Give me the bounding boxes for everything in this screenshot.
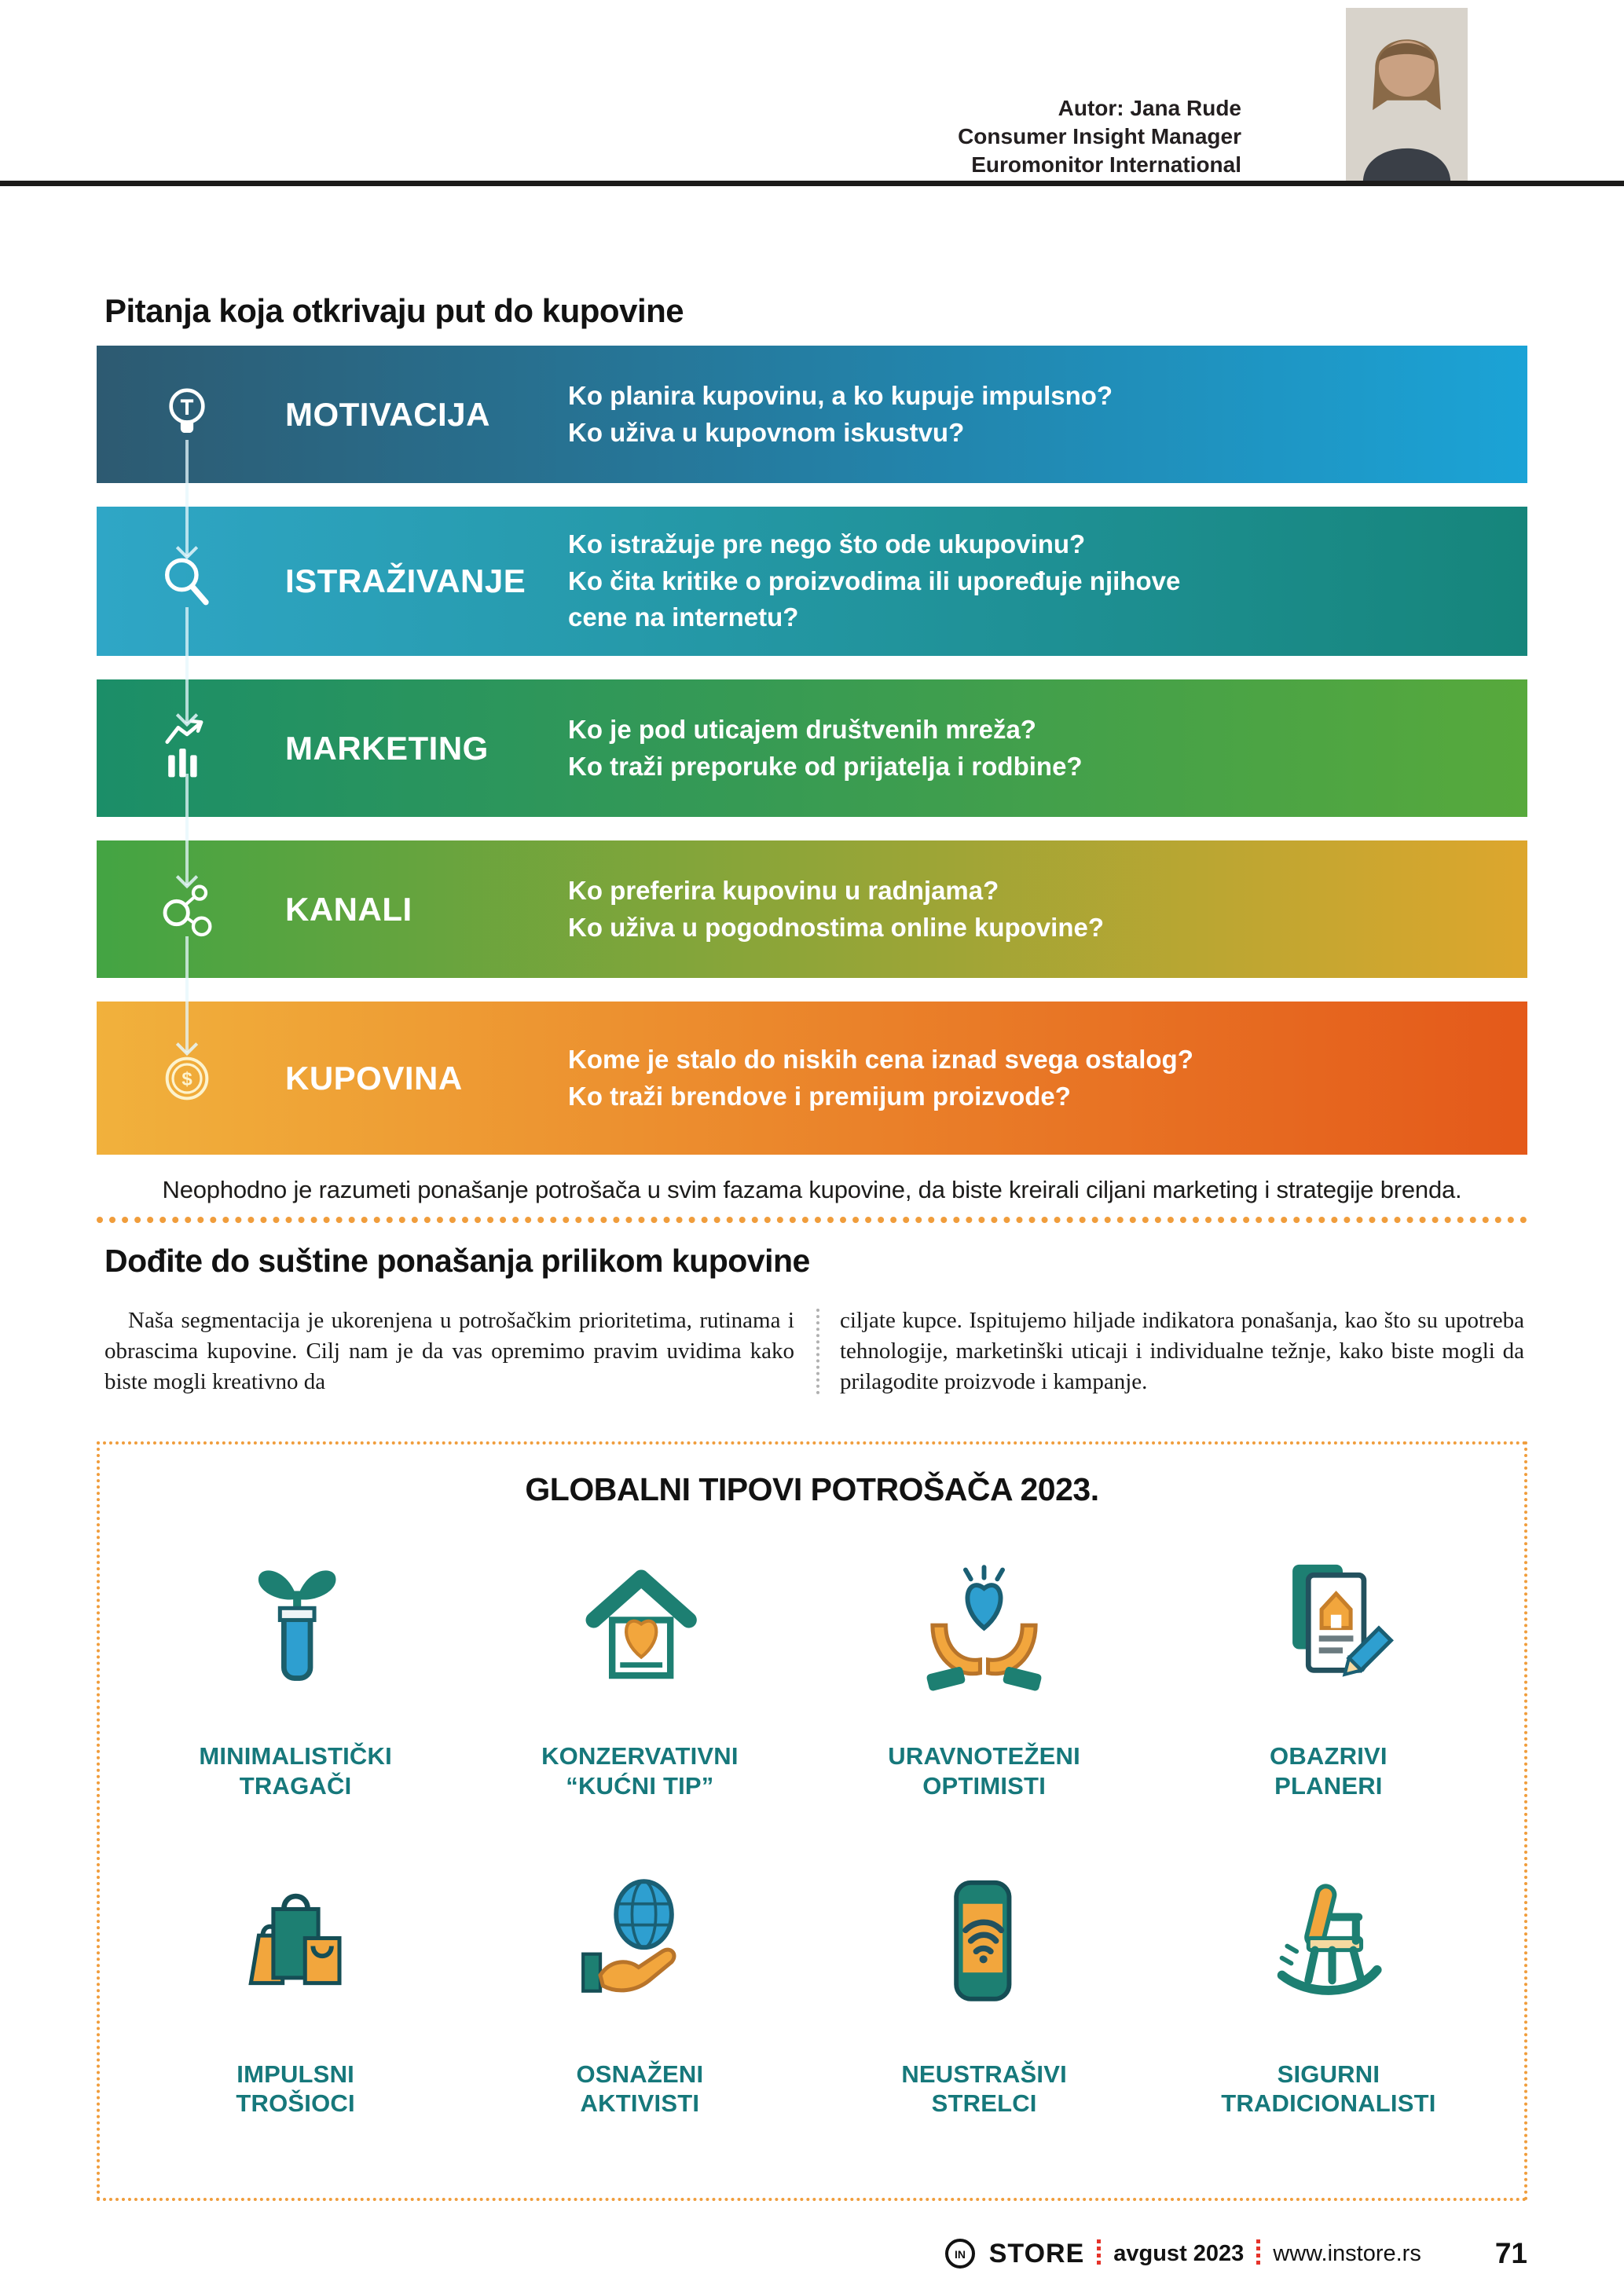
journey-step-motivacija [97, 346, 1527, 483]
question-line: Ko preferira kupovinu u radnjama? [568, 875, 999, 905]
journey-step-label: KANALI [285, 890, 412, 928]
journey-step-kanali [97, 840, 1527, 978]
body-text-column-left: Naša segmentacija je ukorenjena u potrošačkim prioritetima, rutinama i obrascima kupovine. Cilj nam je da vas opremimo pravim uvidima kako biste mogli kreativno da [104, 1308, 794, 1394]
flow-down-arrow-icon [185, 936, 189, 1053]
question-line: Ko uživa u kupovnom iskustvu? [568, 417, 965, 447]
consumer-types-grid [100, 1532, 1524, 2118]
flow-down-arrow-icon [185, 440, 189, 556]
footer-website: www.instore.rs [1273, 2240, 1421, 2266]
journey-step-questions [568, 873, 1527, 947]
consumer-type-label: NEUSTRAŠIVI STRELCI [901, 2060, 1067, 2118]
consumer-type-sigurni-tradicionalisti [1157, 1850, 1501, 2119]
journey-step-questions [568, 378, 1527, 452]
journey-step-questions [568, 526, 1527, 637]
journey-step-istrazivanje [97, 507, 1527, 656]
plan-document-icon [1256, 1532, 1401, 1716]
consumer-type-uravnotezeni-optimisti [812, 1532, 1157, 1801]
chart-growth-icon [97, 716, 250, 782]
body-text-column-right: ciljate kupce. Ispitujemo hiljade indikatora ponašanja, kao što su upotreba tehnologije, marketinški uticaji i individualne težnje, kako biste mogli da prilagodite proizvode i kampanje. [840, 1308, 1524, 1394]
author-company: Euromonitor International [971, 152, 1241, 177]
consumer-types-box [97, 1441, 1527, 2201]
consumer-type-impulsni-trosioci [123, 1850, 467, 2119]
footer-page-number: 71 [1494, 2237, 1527, 2269]
journey-step-label: MARKETING [285, 729, 489, 767]
lightbulb-icon [97, 382, 250, 448]
consumer-type-label: IMPULSNI TROŠIOCI [236, 2060, 355, 2118]
journey-step-label: ISTRAŽIVANJE [285, 562, 526, 599]
consumer-type-label: SIGURNI TRADICIONALISTI [1221, 2060, 1436, 2118]
question-line: Ko planira kupovinu, a ko kupuje impulsno? [568, 380, 1113, 410]
shopping-bags-icon [223, 1850, 368, 2034]
consumer-type-minimalisticki-tragaci [123, 1532, 467, 1801]
author-name: Autor: Jana Rude [1058, 96, 1241, 120]
consumer-type-label: OBAZRIVI PLANERI [1270, 1742, 1388, 1800]
journey-step-label: KUPOVINA [285, 1059, 463, 1097]
section-heading: Dođite do suštine ponašanja prilikom kupovine [104, 1243, 810, 1279]
dollar-coin-icon [97, 1047, 250, 1110]
house-heart-icon [567, 1532, 713, 1716]
consumer-type-label: URAVNOTEŽENI OPTIMISTI [888, 1742, 1080, 1800]
author-photo [1346, 8, 1468, 183]
question-line: Ko čita kritike o proizvodima ili upoređuje njihove [568, 566, 1181, 595]
footer-date: avgust 2023 [1113, 2240, 1245, 2266]
journey-step-marketing [97, 679, 1527, 817]
consumer-type-label: MINIMALISTIČKI TRAGAČI [199, 1742, 392, 1800]
author-credit [958, 94, 1241, 178]
question-line: Ko istražuje pre nego što ode ukupovinu? [568, 529, 1086, 558]
question-line: Ko je pod uticajem društvenih mreža? [568, 714, 1036, 744]
body-text-columns [104, 1305, 1524, 1397]
hands-heart-icon [911, 1532, 1057, 1716]
question-line: Kome je stalo do niskih cena iznad svega ostalog? [568, 1044, 1193, 1074]
flow-down-arrow-icon [185, 774, 189, 885]
instore-logo-icon [944, 2237, 977, 2270]
consumer-types-title: GLOBALNI TIPOVI POTROŠAČA 2023. [525, 1471, 1099, 1507]
footer-dotted-separator [1256, 2239, 1260, 2268]
question-line: Ko uživa u pogodnostima online kupovine? [568, 912, 1105, 942]
consumer-type-konzervativni-kucni-tip [467, 1532, 812, 1801]
svg-text:$: $ [181, 1068, 192, 1090]
footer-dotted-separator [1097, 2239, 1101, 2268]
consumer-type-obazrivi-planeri [1157, 1532, 1501, 1801]
orange-dotted-divider [97, 1217, 1527, 1223]
magnifier-icon [97, 550, 250, 613]
journey-step-questions [568, 1042, 1527, 1115]
network-nodes-icon [97, 878, 250, 941]
consumer-type-osnazeni-aktivisti [467, 1850, 812, 2119]
header-divider-rule [0, 181, 1624, 186]
page-title: Pitanja koja otkrivaju put do kupovine [104, 292, 684, 329]
page-footer [944, 2237, 1527, 2270]
purchase-journey-infographic [97, 346, 1527, 1155]
journey-step-label: MOTIVACIJA [285, 395, 490, 433]
hand-globe-icon [567, 1850, 713, 2034]
flow-down-arrow-icon [185, 607, 189, 723]
consumer-type-label: OSNAŽENI AKTIVISTI [576, 2060, 704, 2118]
journey-step-questions [568, 712, 1527, 785]
sprout-test-tube-icon [223, 1532, 368, 1716]
question-line: cene na internetu? [568, 602, 799, 632]
footer-brand: STORE [988, 2238, 1085, 2269]
question-line: Ko traži brendove i premijum proizvode? [568, 1081, 1071, 1111]
journey-step-kupovina [97, 1002, 1527, 1155]
portrait-placeholder-image [1346, 8, 1468, 183]
journey-summary-text: Neophodno je razumeti ponašanje potrošača u svim fazama kupovine, da biste kreirali ciljani marketing i strategije brenda. [162, 1176, 1462, 1203]
consumer-type-label: KONZERVATIVNI “KUĆNI TIP” [541, 1742, 739, 1800]
svg-text:IN: IN [954, 2248, 966, 2261]
rocking-chair-icon [1256, 1850, 1401, 2034]
consumer-type-neustrasivi-strelci [812, 1850, 1157, 2119]
phone-wifi-icon [911, 1850, 1057, 2034]
column-dotted-separator [816, 1309, 819, 1394]
author-role: Consumer Insight Manager [958, 123, 1241, 148]
question-line: Ko traži preporuke od prijatelja i rodbine? [568, 751, 1083, 781]
